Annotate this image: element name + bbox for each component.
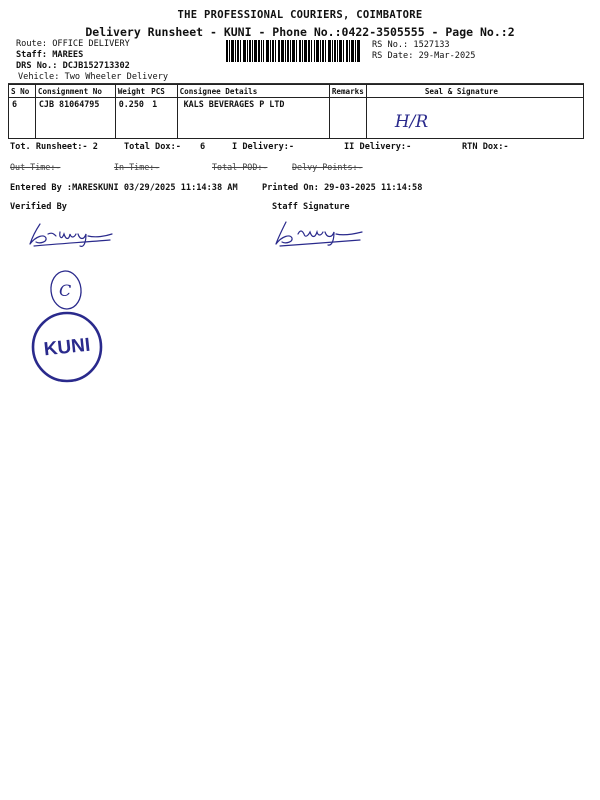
in-time: In Time:-: [114, 162, 160, 172]
col-seal: Seal & Signature: [366, 85, 583, 98]
stamp-text: KUNI: [42, 334, 92, 361]
col-pcs: PCS: [149, 85, 177, 98]
route-field: Route: OFFICE DELIVERY: [16, 39, 130, 49]
tot-runsheet: Tot. Runsheet:- 2: [10, 142, 98, 152]
cell-remarks: [329, 98, 366, 139]
company-name: THE PROFESSIONAL COURIERS, COIMBATORE: [177, 9, 423, 21]
cell-pcs: 1: [149, 98, 177, 139]
circled-mark-letter: C: [59, 281, 72, 300]
barcode-image: [226, 40, 360, 62]
circled-mark: [48, 268, 84, 312]
rtn-dox: RTN Dox:-: [462, 142, 509, 152]
staff-field: Staff: MAREES: [16, 50, 84, 60]
vehicle-field: Vehicle: Two Wheeler Delivery: [18, 72, 169, 82]
consignment-table: [8, 84, 584, 139]
cell-seal: [366, 98, 583, 139]
col-consignment: Consignment No: [35, 85, 115, 98]
rs-number: RS No.: 1527133: [372, 40, 450, 50]
total-dox-label: Total Dox:-: [124, 142, 181, 152]
entered-by: Entered By :MARESKUNI 03/29/2025 11:14:38 AM: [10, 183, 238, 193]
cell-sno: 6: [9, 98, 36, 139]
staff-signature-scribble: [270, 218, 366, 250]
total-dox-value: 6: [200, 142, 206, 152]
rs-date: RS Date: 29-Mar-2025: [372, 51, 476, 61]
drs-number: DRS No.: DCJB152713302: [16, 61, 130, 71]
col-consignee: Consignee Details: [177, 85, 329, 98]
kuni-stamp: [28, 310, 106, 384]
cell-weight: 0.250: [115, 98, 149, 139]
seal-handwriting: H/R: [394, 112, 429, 132]
verified-by-label: Verified By: [10, 202, 67, 212]
table-header-row: [9, 85, 584, 98]
total-pod: Total POD:-: [212, 162, 268, 172]
delvy-points: Delvy Points:-: [292, 162, 363, 172]
ii-delivery: II Delivery:-: [344, 142, 412, 152]
i-delivery: I Delivery:-: [232, 142, 295, 152]
cell-consignment: CJB 81064795: [35, 98, 115, 139]
col-weight: Weight: [115, 85, 149, 98]
out-time: Out Time:-: [10, 162, 61, 172]
col-remarks: Remarks: [329, 85, 366, 98]
table-row: [9, 98, 584, 139]
printed-on: Printed On: 29-03-2025 11:14:58: [262, 183, 423, 193]
cell-consignee: KALS BEVERAGES P LTD: [177, 98, 329, 139]
runsheet-title: Delivery Runsheet - KUNI - Phone No.:0422-3505555 - Page No.:2: [85, 25, 515, 39]
staff-signature-label: Staff Signature: [272, 202, 350, 212]
col-sno: S No: [9, 85, 36, 98]
verified-signature-scribble: [26, 220, 116, 250]
